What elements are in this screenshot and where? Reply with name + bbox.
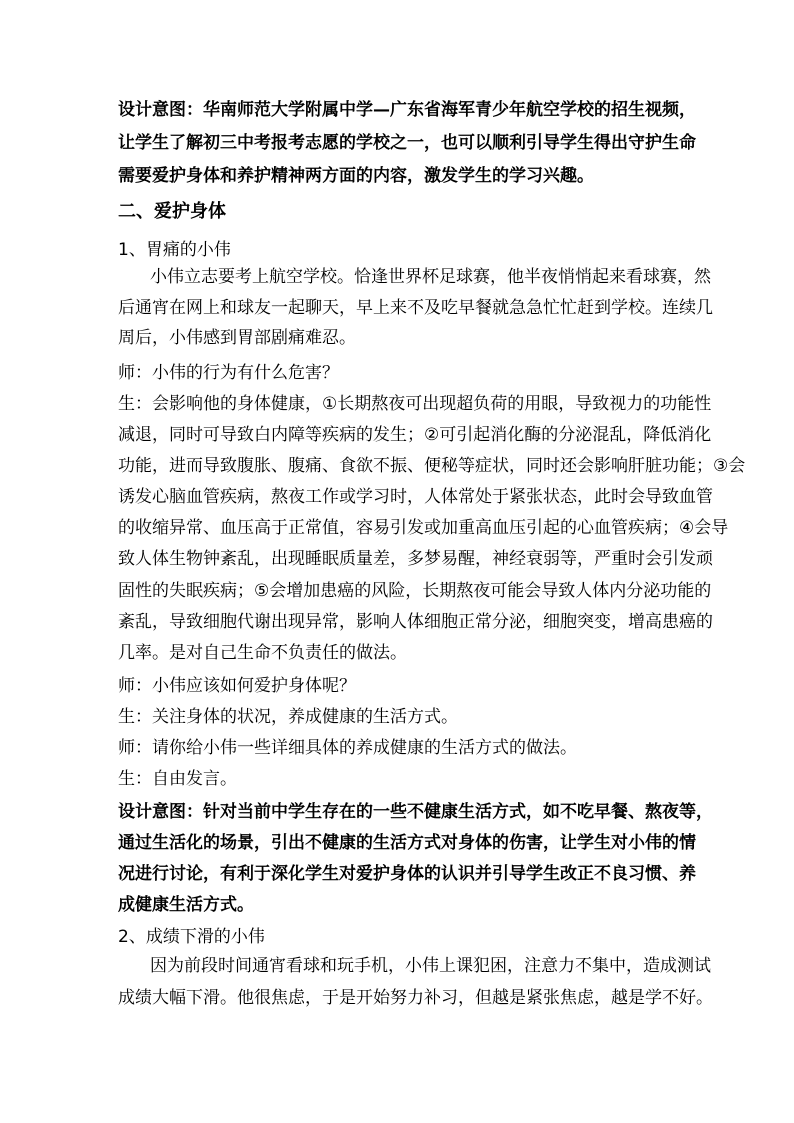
story-line: 因为前段时间通宵看球和玩手机，小伟上课犯困，注意力不集中，造成测试 — [150, 956, 711, 976]
case-title: 1、胃痛的小伟 — [118, 240, 231, 260]
design-intent-line: 成健康生活方式。 — [118, 895, 254, 915]
section-heading: 二、爱护身体 — [118, 201, 226, 222]
teacher-question: 师：小伟的行为有什么危害？ — [118, 363, 339, 383]
design-intent-line: 况进行讨论，有利于深化学生对爱护身体的认识并引导学生改正不良习惯、养 — [118, 864, 696, 884]
student-answer-line: 的收缩异常、血压高于正常值，容易引发或加重高血压引起的心血管疾病；④会导 — [118, 518, 729, 538]
student-answer-line: 生：会影响他的身体健康，①长期熬夜可出现超负荷的用眼，导致视力的功能性 — [118, 394, 712, 414]
student-answer: 生：自由发言。 — [118, 769, 237, 789]
story-line: 成绩大幅下滑。他很焦虑，于是开始努力补习，但越是紧张焦虑，越是学不好。 — [118, 988, 713, 1008]
case-title: 2、成绩下滑的小伟 — [118, 927, 265, 947]
design-intent-line: 让学生了解初三中考报考志愿的学校之一，也可以顺利引导学生得出守护生命 — [118, 133, 696, 153]
student-answer-line: 减退，同时可导致白内障等疾病的发生；②可引起消化酶的分泌混乱，降低消化 — [118, 425, 712, 445]
design-intent-line: 设计意图：华南师范大学附属中学—广东省海军青少年航空学校的招生视频， — [118, 100, 696, 120]
design-intent-line: 通过生活化的场景，引出不健康的生活方式对身体的伤害，让学生对小伟的情 — [118, 833, 696, 853]
story-line: 周后，小伟感到胃部剧痛难忍。 — [118, 328, 356, 348]
student-answer-line: 几率。是对自己生命不负责任的做法。 — [118, 643, 407, 663]
teacher-question: 师：请你给小伟一些详细具体的养成健康的生活方式的做法。 — [118, 738, 577, 758]
student-answer: 生：关注身体的状况，养成健康的生活方式。 — [118, 707, 458, 727]
student-answer-line: 致人体生物钟紊乱，出现睡眠质量差，多梦易醒，神经衰弱等，严重时会引发顽 — [118, 549, 713, 569]
story-line: 小伟立志要考上航空学校。恰逢世界杯足球赛，他半夜悄悄起来看球赛，然 — [150, 267, 711, 287]
story-line: 后通宵在网上和球友一起聊天，早上来不及吃早餐就急急忙忙赶到学校。连续几 — [118, 298, 713, 318]
student-answer-line: 诱发心脑血管疾病，熬夜工作或学习时，人体常处于紧张状态，此时会导致血管 — [118, 487, 713, 507]
student-answer-line: 紊乱，导致细胞代谢出现异常，影响人体细胞正常分泌，细胞突变，增高患癌的 — [118, 612, 713, 632]
design-intent-line: 设计意图：针对当前中学生存在的一些不健康生活方式，如不吃早餐、熬夜等， — [118, 802, 713, 822]
design-intent-line: 需要爱护身体和养护精神两方面的内容，激发学生的学习兴趣。 — [118, 166, 594, 186]
student-answer-line: 功能，进而导致腹胀、腹痛、食欲不振、便秘等症状，同时还会影响肝脏功能；③会 — [118, 456, 746, 476]
teacher-question: 师：小伟应该如何爱护身体呢？ — [118, 676, 356, 696]
student-answer-line: 固性的失眠疾病；⑤会增加患癌的风险，长期熬夜可能会导致人体内分泌功能的 — [118, 581, 712, 601]
